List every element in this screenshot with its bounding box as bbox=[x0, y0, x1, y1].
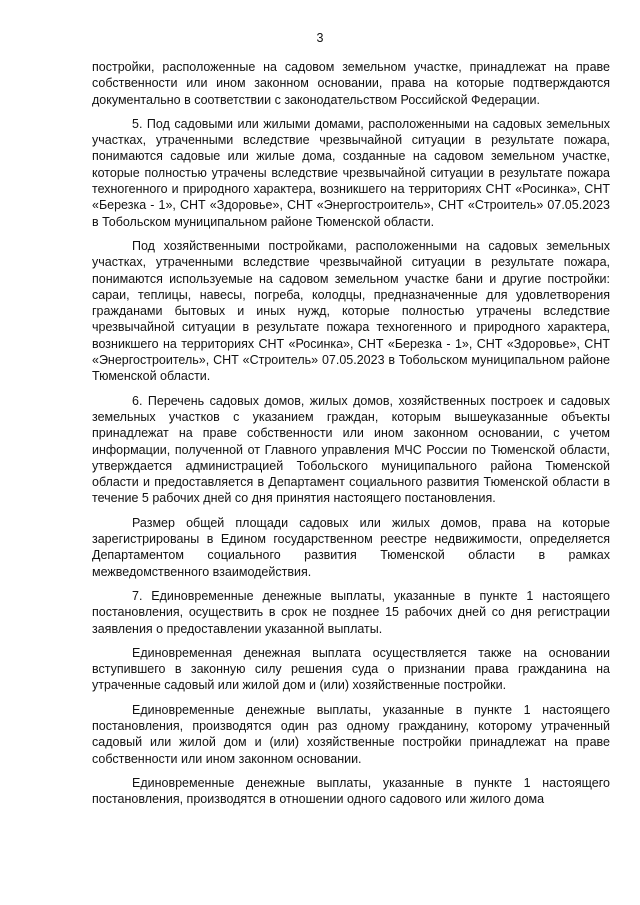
paragraph-single-house: Единовременные денежные выплаты, указанные в пункте 1 настоящего постановления, производятся в отношении одного садового или жилого дома bbox=[92, 775, 610, 807]
paragraph-item-5: 5. Под садовыми или жилыми домами, расположенными на садовых земельных участках, утраченными вследствие чрезвычайной ситуации в результате пожара, понимаются садовые или жилые дома, созданные на садовом земельном участке, которые полностью утрачены вследствие чрезвычайной ситуации в результате пожара техногенного и природного характера, возникшего на территориях СНТ «Росинка», СНТ «Березка - 1», СНТ «Здоровье», СНТ «Энергостроитель», СНТ «Строитель» 07.05.2023 в Тобольском муниципальном районе Тюменской области. bbox=[92, 116, 610, 229]
paragraph-continuation: постройки, расположенные на садовом земельном участке, принадлежат на праве собственности или ином законном основании, права на которые подтверждаются документально в соответствии с законодательством Российской Федерации. bbox=[92, 60, 610, 107]
document-body bbox=[92, 59, 610, 815]
paragraph-item-7: 7. Единовременные денежные выплаты, указанные в пункте 1 настоящего постановления, осуществить в срок не позднее 15 рабочих дней со дня регистрации заявления о предоставлении указанной выплаты. bbox=[92, 588, 610, 636]
paragraph-area-size: Размер общей площади садовых или жилых домов, права на которые зарегистрированы в Едином государственном реестре недвижимости, определяется Департаментом социального развития Тюменской области в рамках межведомственного взаимодействия. bbox=[92, 515, 610, 579]
paragraph-outbuildings: Под хозяйственными постройками, расположенными на садовых земельных участках, утраченными вследствие чрезвычайной ситуации в результате пожара, понимаются используемые на садовом земельном участке бани и другие постройки: сараи, теплицы, навесы, погреба, колодцы, предназначенные для удовлетворения гражданами бытовых и иных нужд, которые полностью утрачены вследствие чрезвычайной ситуации в результате пожара техногенного и природного характера, возникшего на территориях СНТ «Росинка», СНТ «Березка - 1», СНТ «Здоровье», СНТ «Энергостроитель», СНТ «Строитель» 07.05.2023 в Тобольском муниципальном районе Тюменской области. bbox=[92, 238, 610, 384]
paragraph-court-decision: Единовременная денежная выплата осуществляется также на основании вступившего в законную силу решения суда о признании права гражданина на утраченные садовый или жилой дом и (или) хозяйственные постройки. bbox=[92, 645, 610, 693]
paragraph-item-6: 6. Перечень садовых домов, жилых домов, хозяйственных построек и садовых земельных участков с указанием граждан, которым вышеуказанные объекты принадлежат на праве собственности или ином законном основании, с учетом информации, полученной от Главного управления МЧС России по Тюменской области, утверждается администрацией Тобольского муниципального района Тюменской области и предоставляется в Департамент социального развития Тюменской области в течение 5 рабочих дней со дня принятия настоящего постановления. bbox=[92, 393, 610, 506]
paragraph-one-time-payment: Единовременные денежные выплаты, указанные в пункте 1 настоящего постановления, производятся один раз одному гражданину, которому утраченный садовый или жилой дом и (или) хозяйственные постройки принадлежат на праве собственности или ином законном основании. bbox=[92, 702, 610, 766]
page-number: 3 bbox=[316, 31, 324, 45]
